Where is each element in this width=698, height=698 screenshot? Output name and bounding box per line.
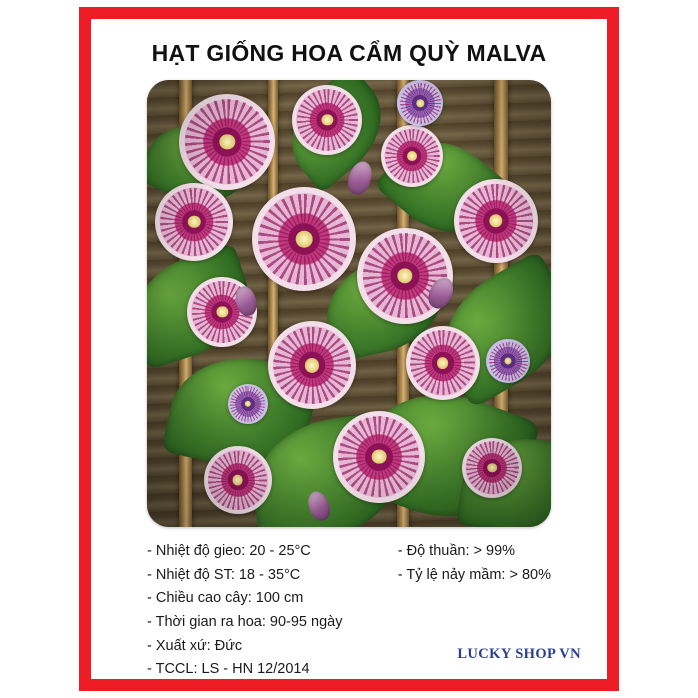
- malva-flower: [406, 326, 480, 400]
- page-title: HẠT GIỐNG HOA CẨM QUỲ MALVA: [151, 40, 547, 66]
- spec-line: - Độ thuần: > 99%: [397, 542, 516, 559]
- spec-line: - Tỷ lệ nảy mầm: > 80%: [397, 566, 551, 583]
- malva-flower: [462, 438, 522, 498]
- spec-line: - Thời gian ra hoa: 90-95 ngày: [147, 613, 343, 630]
- spec-line: - TCCL: LS - HN 12/2014: [147, 661, 310, 678]
- malva-flower: [454, 179, 538, 263]
- malva-flower: [357, 228, 453, 324]
- spec-line: - Nhiệt độ ST: 18 - 35°C: [147, 566, 301, 583]
- brand-label: LUCKY SHOP VN: [457, 646, 581, 662]
- malva-flower: [155, 183, 233, 261]
- malva-flower: [268, 321, 356, 409]
- packet-inner: [91, 19, 607, 679]
- seed-packet: [79, 7, 619, 691]
- spec-line: - Xuất xứ: Đức: [147, 637, 243, 654]
- malva-flower: [252, 187, 356, 291]
- product-photo: [147, 80, 551, 527]
- malva-flower: [292, 85, 362, 155]
- malva-flower-purple: [228, 384, 268, 424]
- malva-flower: [333, 411, 425, 503]
- spec-line: - Nhiệt độ gieo: 20 - 25°C: [147, 542, 311, 559]
- spec-column-left: [147, 543, 342, 679]
- malva-flower: [179, 94, 275, 190]
- malva-flower: [381, 125, 443, 187]
- spec-line: - Chiều cao cây: 100 cm: [147, 590, 304, 607]
- malva-flower: [204, 446, 272, 514]
